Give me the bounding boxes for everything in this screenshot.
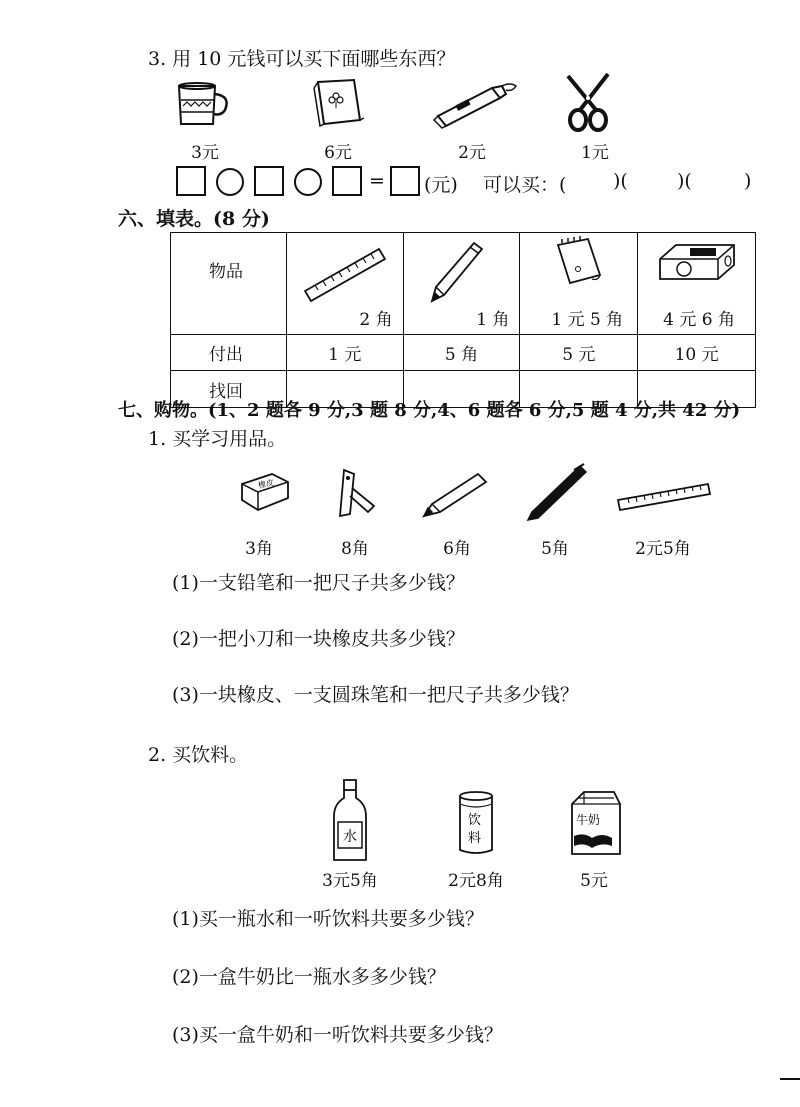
q3-price-toothpaste: 2元 [458, 143, 486, 163]
towel-icon [308, 78, 370, 130]
mug-icon [175, 80, 235, 130]
table-item-sharpener [638, 233, 756, 335]
q1-question-2: (2)一把小刀和一块橡皮共多少钱？ [172, 628, 465, 650]
q1-title: 1. 买学习用品。 [148, 428, 287, 450]
q2-question-3: (3)买一盒牛奶和一听饮料共要多少钱？ [172, 1024, 503, 1046]
unit-label: (元) [424, 174, 458, 196]
q1-price-pencil: 6角 [443, 539, 471, 559]
q2-price-can: 2元8角 [448, 871, 504, 891]
q3-title: 3. 用 10 元钱可以买下面哪些东西？ [148, 48, 456, 70]
section7-heading: 七、购物。(1、2 题各 9 分,3 题 8 分,4、6 题各 6 分,5 题 4 分,共 42 分) [118, 400, 741, 421]
q2-price-water: 3元5角 [322, 871, 378, 891]
table-paid-2: 5 角 [403, 335, 520, 371]
pencil-icon [426, 239, 486, 305]
can-buy-label: 可以买：( [483, 174, 567, 196]
q1-question-3: (3)一块橡皮、一支圆珠笔和一把尺子共多少钱？ [172, 684, 579, 706]
ruler-icon [614, 480, 714, 512]
ballpen-icon [522, 462, 592, 524]
table-item-notepad [520, 233, 638, 335]
paren-mid-2: )( [677, 170, 692, 192]
table-item-ruler [286, 233, 403, 335]
scissors-icon [560, 72, 616, 132]
page-edge-mark [780, 1078, 800, 1080]
q1-price-knife: 8角 [341, 539, 369, 559]
sharpener-icon [656, 239, 740, 285]
section6-heading: 六、填表。(8 分) [118, 208, 270, 230]
q1-price-ballpen: 5角 [541, 539, 569, 559]
knife-icon [330, 466, 380, 520]
q3-price-scissors: 1元 [581, 143, 609, 163]
q1-price-ruler: 2元5角 [635, 539, 691, 559]
answer-box-2[interactable] [254, 166, 284, 196]
answer-box-1[interactable] [176, 166, 206, 196]
table-item-pencil [403, 233, 520, 335]
toothpaste-icon [430, 82, 520, 128]
table-paid-1: 1 元 [286, 335, 403, 371]
q2-question-2: (2)一盒牛奶比一瓶水多多少钱？ [172, 966, 446, 988]
q2-price-milk: 5元 [580, 871, 608, 891]
row-label-item: 物品 [171, 233, 287, 335]
table-paid-3: 5 元 [520, 335, 638, 371]
q1-question-1: (1)一支铅笔和一把尺子共多少钱？ [172, 572, 465, 594]
can-label-1: 饮 [468, 813, 482, 828]
row-label-paid: 付出 [171, 335, 287, 371]
answer-box-3[interactable] [332, 166, 362, 196]
fill-table [170, 232, 756, 408]
equals-sign: = [369, 170, 385, 192]
q1-price-eraser: 3角 [245, 539, 273, 559]
can-label-2: 料 [468, 831, 482, 846]
row-label-change: 找回 [171, 371, 287, 408]
eraser-icon [236, 470, 292, 514]
drink-can-icon [456, 790, 496, 856]
water-label: 水 [343, 829, 357, 845]
q2-question-1: (1)买一瓶水和一听饮料共要多少钱？ [172, 908, 484, 930]
table-price-pencil: 1 角 [476, 310, 510, 330]
answer-box-total[interactable] [390, 166, 420, 196]
can-buy-blank-3[interactable] [705, 170, 745, 192]
q3-price-towel: 6元 [324, 143, 352, 163]
pencil-icon [420, 470, 490, 520]
paren-mid-1: )( [613, 170, 628, 192]
operator-circle-1[interactable] [216, 168, 244, 196]
operator-circle-2[interactable] [294, 168, 322, 196]
table-price-sharpener: 4 元 6 角 [663, 310, 735, 330]
table-paid-4: 10 元 [638, 335, 756, 371]
q2-title: 2. 买饮料。 [148, 744, 249, 766]
milk-carton-icon [564, 788, 624, 858]
water-bottle-icon [330, 778, 370, 864]
table-price-notepad: 1 元 5 角 [551, 310, 624, 330]
paren-end: ) [744, 170, 752, 192]
notepad-icon [554, 237, 606, 287]
ruler-icon [301, 243, 391, 303]
q3-price-mug: 3元 [191, 143, 219, 163]
table-price-ruler: 2 角 [359, 310, 393, 330]
milk-label: 牛奶 [576, 813, 601, 827]
eraser-label: 橡皮 [257, 478, 275, 491]
